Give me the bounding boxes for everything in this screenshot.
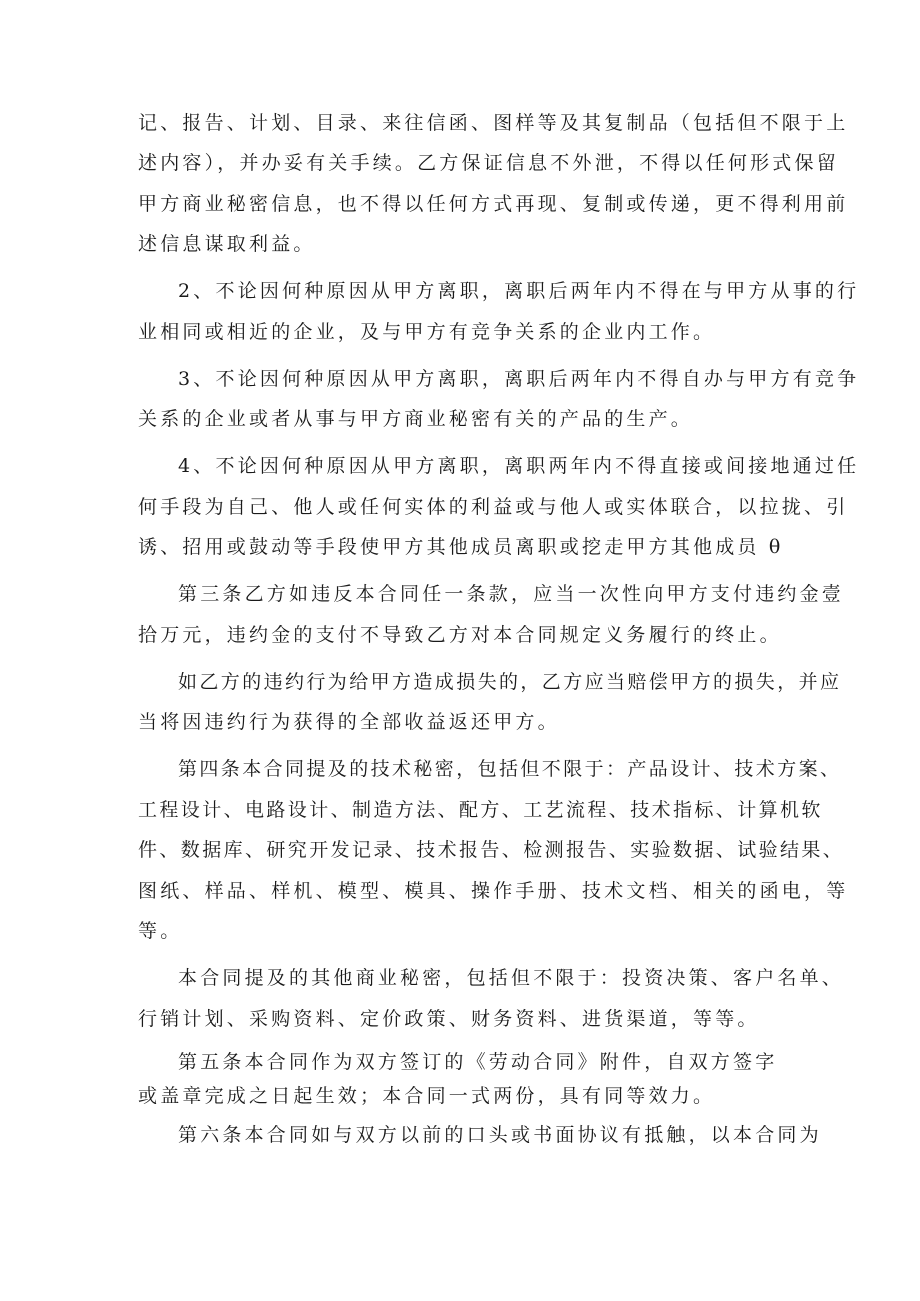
text-line: 如乙方的违约行为给甲方造成损失的，乙方应当赔偿甲方的损失，并应 (178, 671, 842, 693)
text-line: 第五条本合同作为双方签订的《劳动合同》附件，自双方签字 (178, 1051, 778, 1073)
text-line: 述信息谋取利益。 (138, 233, 316, 255)
text-line: 第三条乙方如违反本合同任一条款，应当一次性向甲方支付违约金壹 (178, 583, 845, 605)
text-line: 拾万元，违约金的支付不导致乙方对本合同规定义务履行的终止。 (138, 624, 782, 646)
text-line: 何手段为自己、他人或任何实体的利益或与他人或实体联合，以拉拢、引 (138, 496, 849, 518)
text-line: 行销计划、采购资料、定价政策、财务资料、进货渠道，等等。 (138, 1008, 760, 1030)
text-line: 2、不论因何种原因从甲方离职，离职后两年内不得在与甲方从事的行 (178, 280, 860, 302)
text-line: 本合同提及的其他商业秘密，包括但不限于：投资决策、客户名单、 (178, 967, 845, 989)
text-line: 件、数据库、研究开发记录、技术报告、检测报告、实验数据、试验结果、 (138, 839, 845, 861)
text-line: 等。 (138, 920, 183, 942)
text-line: 当将因违约行为获得的全部收益返还甲方。 (138, 711, 560, 733)
text-line: 甲方商业秘密信息，也不得以任何方式再现、复制或传递，更不得利用前 (138, 193, 849, 215)
text-line: 关系的企业或者从事与甲方商业秘密有关的产品的生产。 (138, 408, 694, 430)
text-line: 述内容），并办妥有关手续。乙方保证信息不外泄，不得以任何形式保留 (138, 152, 839, 174)
text-line: 业相同或相近的企业，及与甲方有竞争关系的企业内工作。 (138, 321, 716, 343)
text-line: 第六条本合同如与双方以前的口头或书面协议有抵触，以本合同为 (178, 1124, 822, 1146)
text-line: 3、不论因何种原因从甲方离职，离职后两年内不得自办与甲方有竞争 (178, 368, 860, 390)
text-line: 图纸、样品、样机、模型、模具、操作手册、技术文档、相关的函电，等 (138, 880, 849, 902)
text-line: 诱、招用或鼓动等手段使甲方其他成员离职或挖走甲方其他成员 θ (138, 536, 784, 558)
text-line: 4、不论因何种原因从甲方离职，离职两年内不得直接或间接地通过任 (178, 455, 860, 477)
text-line: 记、报告、计划、目录、来往信函、图样等及其复制品（包括但不限于上 (138, 112, 849, 134)
text-line: 工程设计、电路设计、制造方法、配方、工艺流程、技术指标、计算机软 (138, 799, 823, 821)
text-line: 或盖章完成之日起生效；本合同一式两份，具有同等效力。 (138, 1085, 716, 1107)
text-line: 第四条本合同提及的技术秘密，包括但不限于：产品设计、技术方案、 (178, 758, 842, 780)
